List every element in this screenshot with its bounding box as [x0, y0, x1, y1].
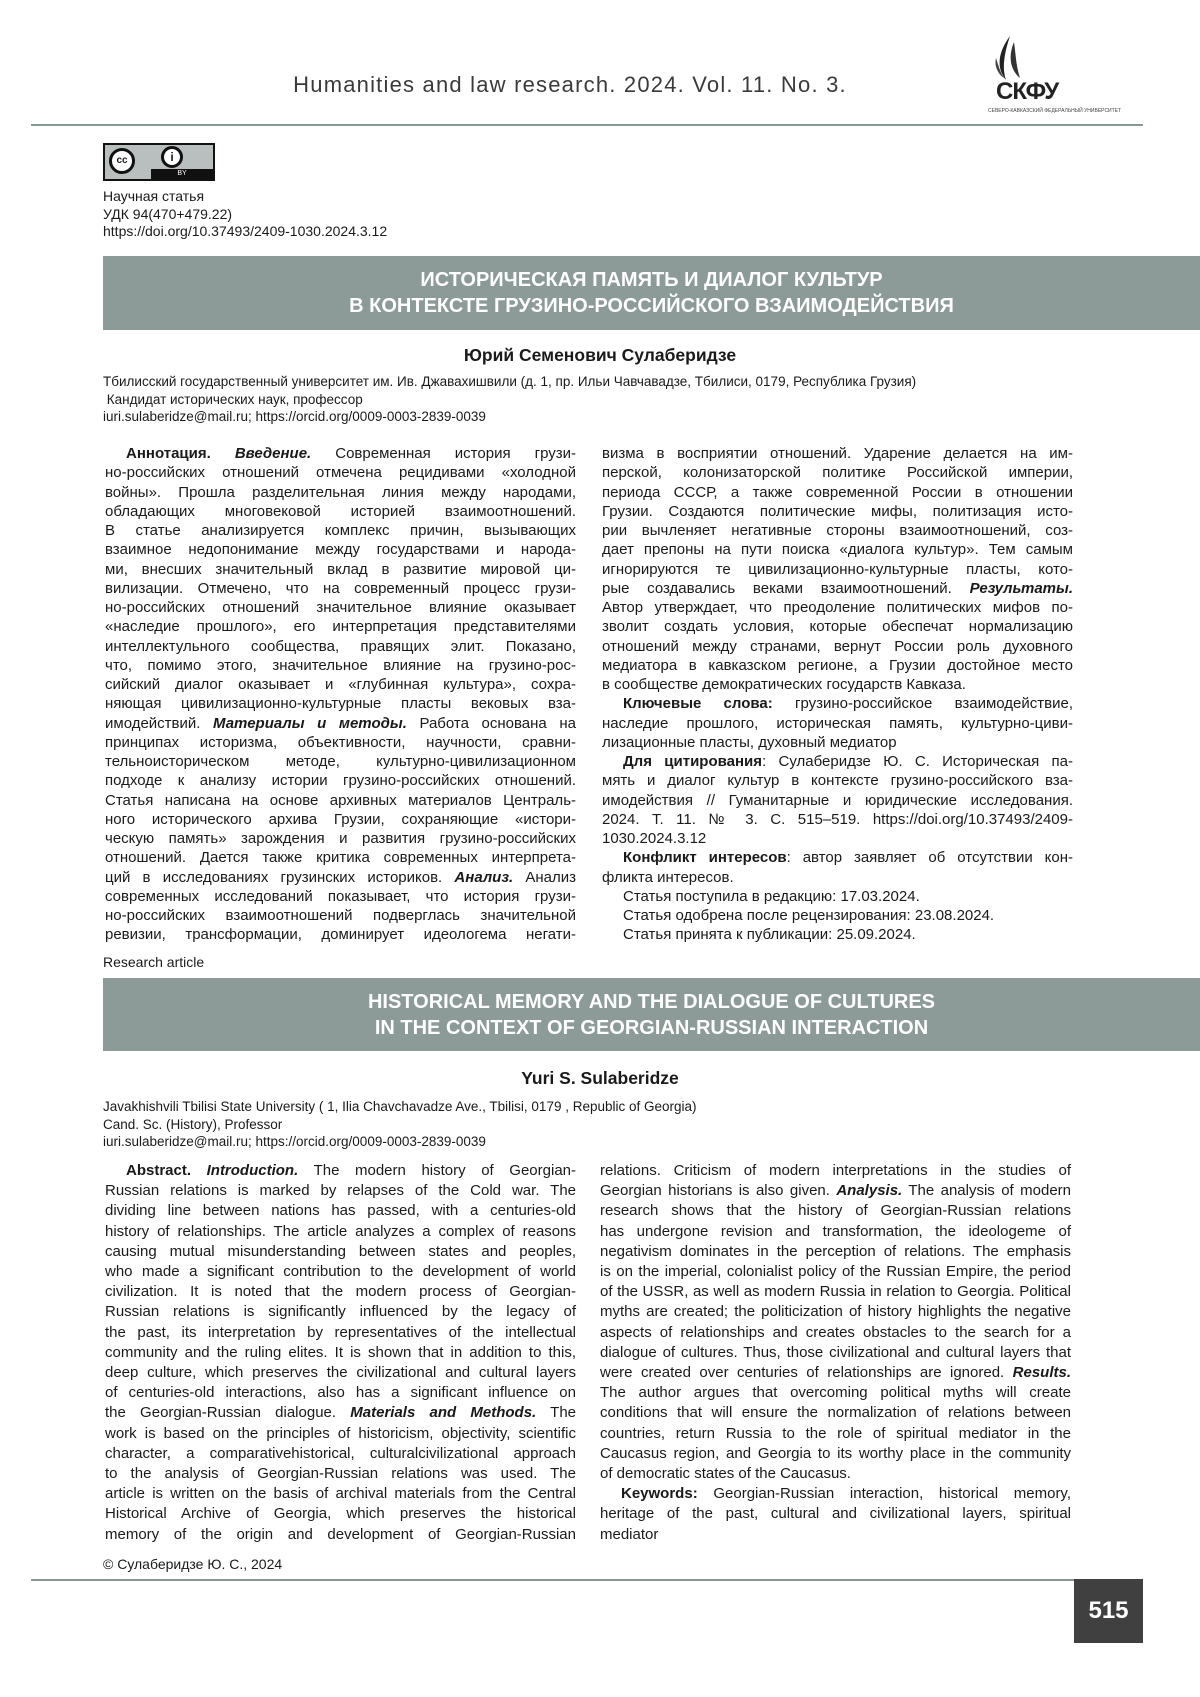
en-degree: Cand. Sc. (History), Professor — [103, 1116, 697, 1134]
en-title-line: IN THE CONTEXT OF GEORGIAN-RUSSIAN INTERACTION — [103, 1015, 1200, 1041]
text-line: ческую память» зарождения и развития грузино-российских — [105, 829, 576, 848]
text-line — [105, 444, 576, 463]
text-line: сийский диалог оказывает и «глубинная культура», сохра- — [105, 675, 576, 694]
text-line: 2024. Т. 11. № 3. С. 515–519. https://doi.org/10.37493/2409- — [602, 810, 1073, 829]
en-affiliation-block — [103, 1098, 697, 1151]
text-line: но-российских взаимоотношений подверглась значительной — [105, 906, 576, 925]
ru-title-line: ИСТОРИЧЕСКАЯ ПАМЯТЬ И ДИАЛОГ КУЛЬТУР — [103, 267, 1200, 293]
text-line — [600, 1181, 1071, 1201]
text-span: грузино-российское взаимодействие, — [773, 695, 1073, 712]
text-line: conditions that will ensure the normalization of relations between — [600, 1403, 1071, 1423]
text-line: memory of the origin and development of Georgian-Russian — [105, 1525, 576, 1545]
text-line: Статья написана на основе архивных материалов Централь- — [105, 791, 576, 810]
copyright: © Сулаберидзе Ю. С., 2024 — [103, 1556, 282, 1574]
text-line — [602, 906, 1073, 925]
text-line: the past, its interpretation by representatives of the intellectual — [105, 1323, 576, 1343]
emphasis-text: Конфликт интересов — [623, 849, 787, 866]
emphasis-text: Для цитирования — [623, 753, 762, 770]
text-line: community and the ruling elites. It is shown that in addition to this, — [105, 1343, 576, 1363]
text-line: dialogue of cultures. Thus, those civilizational and cultural layers that — [600, 1343, 1071, 1363]
text-line: ревизии, трансформации, доминирует идеологема негати- — [105, 925, 576, 944]
en-title-line: HISTORICAL MEMORY AND THE DIALOGUE OF CULTURES — [103, 989, 1200, 1015]
text-line: deep culture, which preserves the civilizational and cultural layers — [105, 1363, 576, 1383]
text-line: Автор утверждает, что преодоление политических мифов по- — [602, 598, 1073, 617]
text-line: ного исторического архива Грузии, сохраняющие «истори- — [105, 810, 576, 829]
logo-text: СКФУ — [996, 78, 1058, 106]
text-span: The modern history of Georgian- — [298, 1162, 576, 1179]
page-number: 515 — [1074, 1579, 1143, 1643]
text-line: civilization. It is noted that the modern process of Georgian- — [105, 1282, 576, 1302]
emphasis-text: Analysis. — [836, 1182, 902, 1199]
journal-header: Humanities and law research. 2024. Vol. 11. No. 3. — [0, 72, 1140, 98]
text-line: что, помимо этого, значительное влияние на грузино-рос- — [105, 656, 576, 675]
ru-title-band — [103, 256, 1200, 330]
text-span: в сообществе демократических государств Кавказа. — [602, 676, 966, 693]
text-line: периода СССР, а также современной России в отношении — [602, 483, 1073, 502]
text-line — [600, 1525, 1071, 1545]
emphasis-text: Keywords: — [621, 1485, 698, 1502]
text-line: обладающих многовековой историей взаимоотношений. — [105, 502, 576, 521]
text-line: of the USSR, as well as modern Russia in relation to Georgia. Political — [600, 1282, 1071, 1302]
emphasis-text: Introduction. — [207, 1162, 299, 1179]
ru-abstract-left-column — [105, 444, 576, 945]
ru-degree: Кандидат исторических наук, профессор — [103, 391, 916, 409]
text-span: имодействий. — [105, 715, 213, 732]
text-line: ми, внесших значительный вклад в развитие мировой ци- — [105, 560, 576, 579]
text-span: Статья поступила в редакцию: 17.03.2024. — [623, 888, 920, 905]
text-line: отношений между странами, вернут России роль духовного — [602, 637, 1073, 656]
text-line: медиатора в кавказском регионе, а Грузии достойное место — [602, 656, 1073, 675]
text-line: Historical Archive of Georgia, which preserves the historical — [105, 1504, 576, 1524]
text-span: рые создавались веками взаимоотношений. — [602, 580, 970, 597]
text-line: to the analysis of Georgian-Russian relations was used. The — [105, 1464, 576, 1484]
text-line: Russian relations is significantly influenced by the legacy of — [105, 1302, 576, 1322]
en-affiliation: Javakhishvili Tbilisi State University ( 1, Ilia Chavchavadze Ave., Tbilisi, 0179 , Republic of Georgia) — [103, 1098, 697, 1116]
text-line: тельноисторическом методе, культурно-цивилизационном — [105, 752, 576, 771]
text-span: Современная история грузи- — [311, 445, 576, 462]
text-line: The author argues that overcoming political myths will create — [600, 1383, 1071, 1403]
text-line: подходе к анализу истории грузино-российских отношений. — [105, 771, 576, 790]
text-span: : автор заявляет об отсутствии кон- — [787, 849, 1073, 866]
text-line: is on the imperial, colonialist policy of the Russian Empire, the period — [600, 1262, 1071, 1282]
en-author: Yuri S. Sulaberidze — [0, 1068, 1200, 1089]
text-line: negativism dominates in the perception of relations. The emphasis — [600, 1242, 1071, 1262]
text-line: article is written on the basis of archival materials from the Central — [105, 1484, 576, 1504]
text-span: mediator — [600, 1526, 658, 1543]
text-line — [105, 714, 576, 733]
text-line — [600, 1484, 1071, 1504]
en-title-band — [103, 978, 1200, 1051]
text-line: вилизации. Отмечено, что на современный процесс грузи- — [105, 579, 576, 598]
text-line: has undergone revision and transformation, the ideologeme of — [600, 1222, 1071, 1242]
text-line: визма в восприятии отношений. Ударение делается на им- — [602, 444, 1073, 463]
text-span: Анализ — [513, 869, 576, 886]
text-line — [602, 675, 1073, 694]
text-line: В статье анализируется комплекс причин, вызывающих — [105, 521, 576, 540]
text-line: дает препоны на пути поиска «диалога культур». Тем самым — [602, 540, 1073, 559]
cc-by-license-badge[interactable] — [103, 143, 215, 181]
university-logo — [968, 36, 1078, 126]
article-type: Научная статья — [103, 188, 387, 206]
ru-affiliation: Тбилисский государственный университет им. Ив. Джавахишвили (д. 1, пр. Ильи Чавчавадзе, Тбилиси, 0179, Республика Грузия) — [103, 373, 916, 391]
text-line — [602, 868, 1073, 887]
header-divider — [31, 124, 1143, 126]
ru-author: Юрий Семенович Сулаберидзе — [0, 345, 1200, 366]
text-span: Статья принята к публикации: 25.09.2024. — [623, 926, 916, 943]
text-line: взаимное недопонимание между государствами и народа- — [105, 540, 576, 559]
text-line — [600, 1464, 1071, 1484]
text-line: няющая цивилизационно-культурные пласты вековых вза- — [105, 694, 576, 713]
text-span: of democratic states of the Caucasus. — [600, 1465, 851, 1482]
text-line — [602, 887, 1073, 906]
text-span: were created over centuries of relationships are ignored. — [600, 1364, 1013, 1381]
text-line — [105, 868, 576, 887]
text-line — [602, 752, 1073, 771]
text-line — [602, 733, 1073, 752]
en-abstract-right-column — [600, 1161, 1071, 1545]
text-span: Georgian-Russian interaction, historical memory, — [698, 1485, 1071, 1502]
text-span: Georgian historians is also given. — [600, 1182, 836, 1199]
footer-divider — [31, 1579, 1074, 1581]
text-line: интеллектульного сообщества, правящих элит. Показано, — [105, 637, 576, 656]
ru-affiliation-block — [103, 373, 916, 426]
text-line: history of relationships. The article analyzes a complex of reasons — [105, 1222, 576, 1242]
text-line: мять и диалог культур в контексте грузино-российского вза- — [602, 771, 1073, 790]
text-span: The — [536, 1404, 576, 1421]
emphasis-text: Введение. — [235, 445, 311, 462]
text-line: character, a comparativehistorical, culturalcivilizational approach — [105, 1444, 576, 1464]
person-attribution-icon: i — [161, 146, 183, 168]
text-span: Работа основана на — [407, 715, 576, 732]
text-line — [602, 579, 1073, 598]
text-line: но-российских отношений значительное влияние оказывает — [105, 598, 576, 617]
text-line: causing mutual misunderstanding between states and peoples, — [105, 1242, 576, 1262]
emphasis-text: Materials and Methods. — [350, 1404, 536, 1421]
by-label: BY — [151, 169, 213, 179]
text-line: Грузии. Создаются политические мифы, политизация исто- — [602, 502, 1073, 521]
text-line: но-российских отношений отмечена рецидивами «холодной — [105, 463, 576, 482]
emphasis-text: Аннотация. — [126, 445, 235, 462]
text-line: relations. Criticism of modern interpretations in the studies of — [600, 1161, 1071, 1181]
text-line: «наследие прошлого», его интерпретация представителями — [105, 617, 576, 636]
text-line: отношений. Дается также критика современных интерпрета- — [105, 848, 576, 867]
text-line: myths are created; the politicization of history highlights the negative — [600, 1302, 1071, 1322]
ru-abstract-right-column — [602, 444, 1073, 945]
text-span: Статья одобрена после рецензирования: 23.08.2024. — [623, 907, 994, 924]
text-line: зволит создать условия, которые обеспечат нормализацию — [602, 617, 1073, 636]
emphasis-text: Ключевые слова: — [623, 695, 773, 712]
text-span: The analysis of modern — [902, 1182, 1071, 1199]
text-line — [600, 1363, 1071, 1383]
text-span: фликта интересов. — [602, 869, 734, 886]
doi-link[interactable]: https://doi.org/10.37493/2409-1030.2024.3.12 — [103, 223, 387, 241]
emphasis-text: Анализ. — [454, 869, 513, 886]
text-line — [602, 925, 1073, 944]
en-article-type: Research article — [103, 954, 204, 972]
text-span: the Georgian-Russian dialogue. — [105, 1404, 350, 1421]
text-line: who made a significant contribution to the development of world — [105, 1262, 576, 1282]
text-line — [602, 829, 1073, 848]
article-meta — [103, 188, 387, 241]
text-span: : Сулаберидзе Ю. С. Историческая па- — [762, 753, 1073, 770]
text-line: aspects of relationships and creates obstacles to the search for a — [600, 1323, 1071, 1343]
text-line — [602, 694, 1073, 713]
text-line: heritage of the past, cultural and civilizational layers, spiritual — [600, 1504, 1071, 1524]
cc-icon: cc — [109, 148, 135, 174]
text-line: рии вычленяет негативные стороны взаимоотношений, соз- — [602, 521, 1073, 540]
text-line — [602, 848, 1073, 867]
emphasis-text: Результаты. — [970, 580, 1073, 597]
text-span: ций в исследованиях грузинских историков. — [105, 869, 454, 886]
text-line: research shows that the history of Georgian-Russian relations — [600, 1201, 1071, 1221]
udc: УДК 94(470+479.22) — [103, 206, 387, 224]
text-line — [105, 1403, 576, 1423]
text-span: 1030.2024.3.12 — [602, 830, 706, 847]
text-line: work is based on the principles of historicism, objectivity, scientific — [105, 1424, 576, 1444]
text-line: Caucasus region, and Georgia to its worthy place in the community — [600, 1444, 1071, 1464]
text-line: of centuries-old interactions, also has a significant influence on — [105, 1383, 576, 1403]
text-line: countries, return Russia to the role of spiritual mediator in the — [600, 1424, 1071, 1444]
en-contact[interactable]: iuri.sulaberidze@mail.ru; https://orcid.org/0009-0003-2839-0039 — [103, 1133, 697, 1151]
text-line: перской, колонизаторской политике Российской империи, — [602, 463, 1073, 482]
text-line: войны». Прошла разделительная линия между народами, — [105, 483, 576, 502]
text-line: современных исследований показывает, что история грузи- — [105, 887, 576, 906]
text-span: лизационные пласты, духовный медиатор — [602, 734, 897, 751]
ru-contact[interactable]: iuri.sulaberidze@mail.ru; https://orcid.org/0009-0003-2839-0039 — [103, 408, 916, 426]
ru-title-line: В КОНТЕКСТЕ ГРУЗИНО-РОССИЙСКОГО ВЗАИМОДЕЙСТВИЯ — [103, 293, 1200, 319]
text-line: принципах историзма, объективности, научности, сравни- — [105, 733, 576, 752]
logo-subtitle: СЕВЕРО-КАВКАЗСКИЙ ФЕДЕРАЛЬНЫЙ УНИВЕРСИТЕТ — [988, 108, 1121, 114]
emphasis-text: Материалы и методы. — [213, 715, 407, 732]
text-line: dividing line between nations has passed, with a centuries-old — [105, 1201, 576, 1221]
text-line: наследие прошлого, историческая память, культурно-циви- — [602, 714, 1073, 733]
text-line: Russian relations is marked by relapses of the Cold war. The — [105, 1181, 576, 1201]
text-line: имодействия // Гуманитарные и юридические исследования. — [602, 791, 1073, 810]
emphasis-text: Abstract. — [126, 1162, 207, 1179]
en-abstract-left-column — [105, 1161, 576, 1545]
text-line: игнорируются те цивилизационно-культурные пласты, кото- — [602, 560, 1073, 579]
text-line — [105, 1161, 576, 1181]
emphasis-text: Results. — [1013, 1364, 1071, 1381]
